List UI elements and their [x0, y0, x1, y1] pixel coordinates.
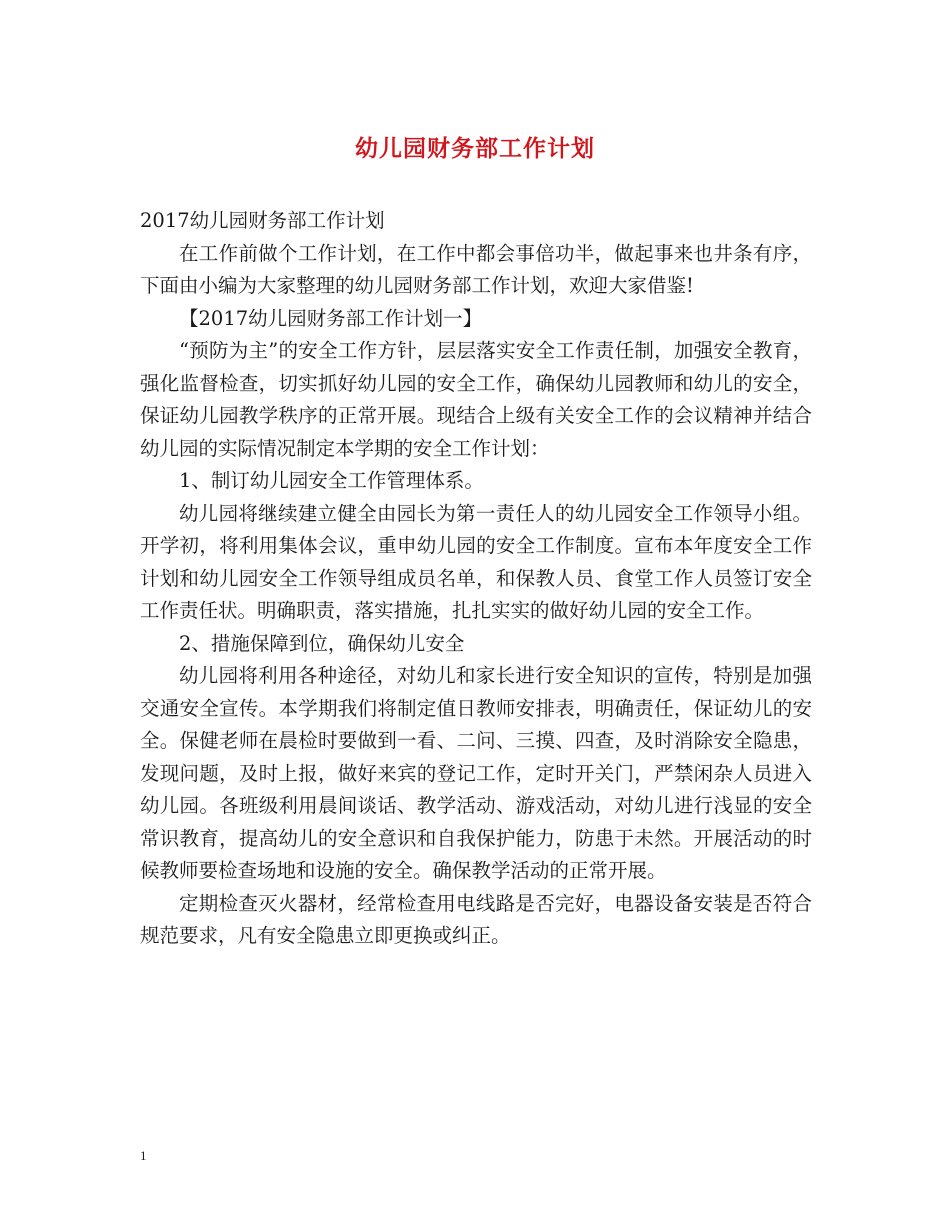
- item-2-extra-paragraph: 定期检查灭火器材，经常检查用电线路是否完好，电器设备安装是否符合规范要求，凡有安全隐患立即更换或纠正。: [140, 891, 812, 947]
- document-body: [140, 205, 812, 953]
- item-2-paragraph: 幼儿园将利用各种途径，对幼儿和家长进行安全知识的宣传，特别是加强交通安全宣传。本学期我们将制定值日教师安排表，明确责任，保证幼儿的安全。保健老师在晨检时要做到一看、二问、三摸、四查，及时消除安全隐患，发现问题，及时上报，做好来宾的登记工作，定时开关门，严禁闲杂人员进入幼儿园。各班级利用晨间谈话、教学活动、游戏活动，对幼儿进行浅显的安全常识教育，提高幼儿的安全意识和自我保护能力，防患于未然。开展活动的时候教师要检查场地和设施的安全。确保教学活动的正常开展。: [140, 664, 812, 882]
- item-1-heading: 1、制订幼儿园安全工作管理体系。: [179, 469, 484, 492]
- item-2-heading: 2、措施保障到位，确保幼儿安全: [179, 631, 465, 655]
- policy-paragraph: “预防为主”的安全工作方针，层层落实安全工作责任制，加强安全教育，强化监督检查，切实抓好幼儿园的安全工作，确保幼儿园教师和幼儿的安全，保证幼儿园教学秩序的正常开展。现结合上级有关安全工作的会议精神并结合幼儿园的实际情况制定本学期的安全工作计划：: [140, 339, 812, 460]
- document-subtitle: 2017幼儿园财务部工作计划: [140, 209, 385, 232]
- page-number: 1: [140, 1148, 147, 1163]
- document-title: 幼儿园财务部工作计划: [355, 135, 595, 162]
- item-1-paragraph: 幼儿园将继续建立健全由园长为第一责任人的幼儿园安全工作领导小组。开学初，将利用集体会议，重申幼儿园的安全工作制度。宣布本年度安全工作计划和幼儿园安全工作领导组成员名单，和保教人员、食堂工作人员签订安全工作责任状。明确职责，落实措施，扎扎实实的做好幼儿园的安全工作。: [140, 501, 812, 622]
- section-heading: 【2017幼儿园财务部工作计划一】: [179, 306, 483, 330]
- intro-paragraph: 在工作前做个工作计划，在工作中都会事倍功半，做起事来也井条有序，下面由小编为大家整理的幼儿园财务部工作计划，欢迎大家借鉴!: [140, 241, 812, 297]
